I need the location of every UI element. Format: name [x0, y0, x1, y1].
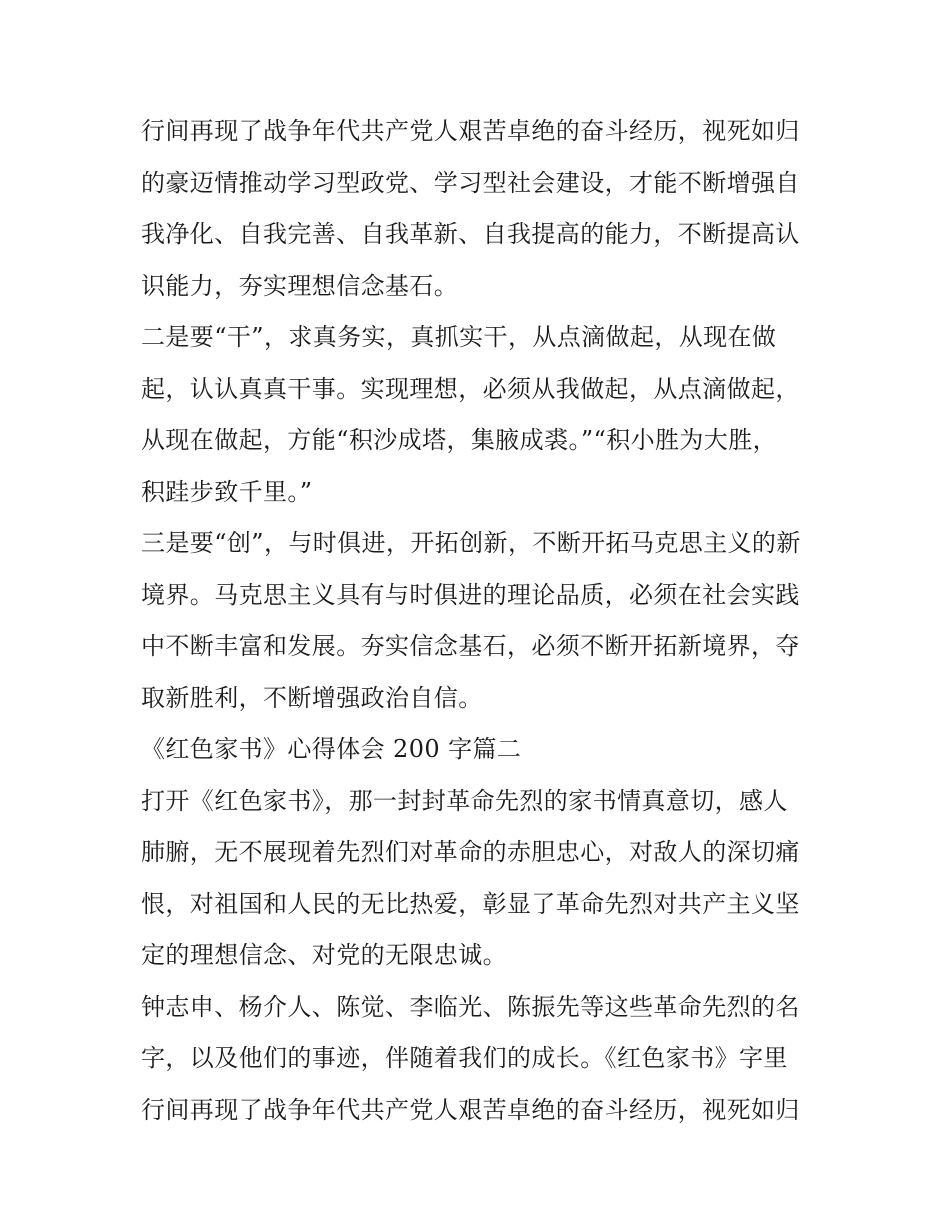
text-line: 三是要“创”，与时俱进，开拓创新，不断开拓马克思主义的新: [141, 529, 801, 557]
section-heading: 《红色家书》心得体会 200 字篇二: [141, 735, 522, 763]
document-body: [141, 106, 821, 1136]
text-line: 打开《红色家书》，那一封封革命先烈的家书情真意切，感人: [141, 786, 788, 815]
text-line: 二是要“干”，求真务实，真抓实干，从点滴做起，从现在做: [141, 323, 777, 351]
text-line: 恨，对祖国和人民的无比热爱，彰显了革命先烈对共产主义坚: [141, 889, 800, 918]
text-line: 境界。马克思主义具有与时俱进的理论品质，必须在社会实践: [141, 580, 800, 609]
text-line: 从现在做起，方能“积沙成塔，集腋成裘。”“积小胜为大胜，: [141, 426, 778, 454]
text-line: 的豪迈情推动学习型政党、学习型社会建设，才能不断增强自: [141, 168, 800, 197]
text-line: 肺腑，无不展现着先烈们对革命的赤胆忠心，对敌人的深切痛: [141, 838, 800, 866]
text-line: 行间再现了战争年代共产党人艰苦卓绝的奋斗经历，视死如归: [141, 1095, 800, 1124]
text-line: 钟志申、杨介人、陈觉、李临光、陈振先等这些革命先烈的名: [141, 992, 800, 1021]
text-line: 取新胜利，不断增强政治自信。: [141, 683, 483, 712]
text-line: 中不断丰富和发展。夯实信念基石，必须不断开拓新境界，夺: [141, 632, 800, 660]
text-line: 字，以及他们的事迹，伴随着我们的成长。《红色家书》字里: [141, 1044, 788, 1072]
text-line: 行间再现了战争年代共产党人艰苦卓绝的奋斗经历，视死如归: [141, 117, 800, 145]
text-line: 起，认认真真干事。实现理想，必须从我做起，从点滴做起，: [141, 374, 800, 403]
text-line: 识能力，夯实理想信念基石。: [141, 271, 459, 300]
text-line: 积跬步致千里。”: [141, 477, 313, 506]
text-line: 我净化、自我完善、自我革新、自我提高的能力，不断提高认: [141, 220, 800, 248]
text-line: 定的理想信念、对党的无限忠诚。: [141, 941, 507, 969]
